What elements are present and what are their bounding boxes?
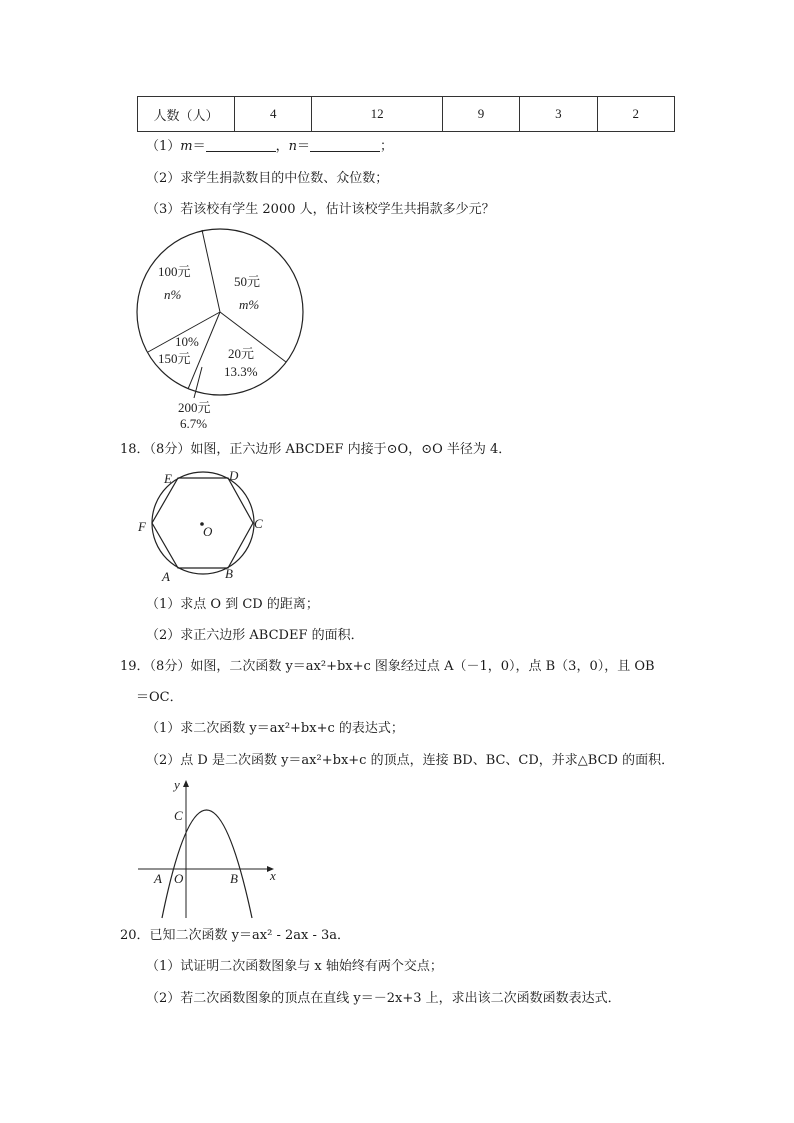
label-50-pct: m% bbox=[239, 297, 260, 312]
q20-part1: （1）试证明二次函数图象与 x 轴始终有两个交点； bbox=[146, 959, 443, 974]
y-axis-arrow bbox=[183, 780, 189, 787]
table-cell: 12 bbox=[312, 97, 442, 132]
parabola-curve bbox=[162, 810, 252, 918]
table-cell: 2 bbox=[597, 97, 674, 132]
data-table bbox=[137, 96, 675, 132]
label-10pct: 10% bbox=[175, 334, 199, 349]
label-20: 20元 bbox=[228, 346, 255, 361]
table-cell: 9 bbox=[442, 97, 519, 132]
axis-label-x: x bbox=[270, 868, 276, 883]
var-m: m bbox=[180, 139, 193, 154]
label-200-pct: 6.7% bbox=[180, 416, 208, 431]
point-label-a: A bbox=[154, 871, 162, 886]
center-label-o: O bbox=[203, 524, 213, 539]
label-20-pct: 13.3% bbox=[224, 364, 258, 379]
vertex-label-d: D bbox=[229, 468, 239, 483]
equals: ＝ bbox=[297, 139, 311, 154]
vertex-label-a: A bbox=[162, 569, 170, 584]
q19-part2: （2）点 D 是二次函数 y＝ax²+bx+c 的顶点，连接 BD、BC、CD，并求△BCD 的面积． bbox=[146, 753, 675, 768]
answer-blank-n[interactable] bbox=[310, 138, 380, 152]
q17-part2: （2）求学生捐款数目的中位数、众位数； bbox=[146, 171, 389, 186]
vertex-label-c: C bbox=[254, 516, 263, 531]
q18-part2: （2）求正六边形 ABCDEF 的面积． bbox=[146, 628, 364, 643]
table-row-label: 人数（人） bbox=[138, 97, 235, 132]
origin-label-o: O bbox=[174, 871, 184, 886]
q17-part3: （3）若该校有学生 2000 人，估计该校学生共捐款多少元？ bbox=[146, 202, 495, 217]
label-100: 100元 bbox=[158, 264, 191, 279]
point-label-c: C bbox=[174, 808, 183, 823]
separator: ， bbox=[275, 139, 289, 154]
q20-stem: 20．已知二次函数 y＝ax² - 2ax - 3a． bbox=[120, 928, 351, 943]
answer-blank-m[interactable] bbox=[206, 138, 276, 152]
label-100-pct: n% bbox=[164, 287, 182, 302]
q19-part1: （1）求二次函数 y＝ax²+bx+c 的表达式； bbox=[146, 721, 404, 736]
parabola-figure bbox=[134, 772, 284, 922]
vertex-label-e: E bbox=[164, 471, 172, 486]
pie-figure bbox=[120, 222, 320, 432]
pie-divider bbox=[188, 312, 220, 389]
hexagon-figure bbox=[130, 464, 280, 586]
label-150: 150元 bbox=[158, 351, 191, 366]
q18-part1: （1）求点 O 到 CD 的距离； bbox=[146, 597, 319, 612]
table-cell: 4 bbox=[235, 97, 312, 132]
table-cell: 3 bbox=[520, 97, 597, 132]
q20-part2: （2）若二次函数图象的顶点在直线 y＝－2x+3 上，求出该二次函数函数表达式． bbox=[146, 991, 621, 1006]
var-n: n bbox=[288, 139, 298, 154]
part-number: （1） bbox=[146, 139, 181, 154]
table-row bbox=[138, 97, 675, 132]
q18-stem: 18．（8分）如图，正六边形 ABCDEF 内接于⊙O，⊙O 半径为 4． bbox=[120, 442, 512, 457]
q19-stem-line1: 19．（8分）如图，二次函数 y＝ax²+bx+c 图象经过点 A（－1，0），点 B（3，0），且 OB bbox=[120, 659, 655, 674]
label-200: 200元 bbox=[178, 400, 211, 415]
axis-label-y: y bbox=[174, 777, 180, 792]
q19-stem-line2: ＝OC． bbox=[136, 690, 183, 705]
semicolon: ； bbox=[380, 139, 394, 154]
vertex-label-b: B bbox=[225, 566, 233, 581]
equals: ＝ bbox=[192, 139, 206, 154]
pie-divider bbox=[202, 230, 220, 312]
vertex-label-f: F bbox=[138, 519, 146, 534]
point-label-b: B bbox=[230, 871, 238, 886]
label-50: 50元 bbox=[234, 274, 261, 289]
q17-part1 bbox=[146, 138, 393, 156]
